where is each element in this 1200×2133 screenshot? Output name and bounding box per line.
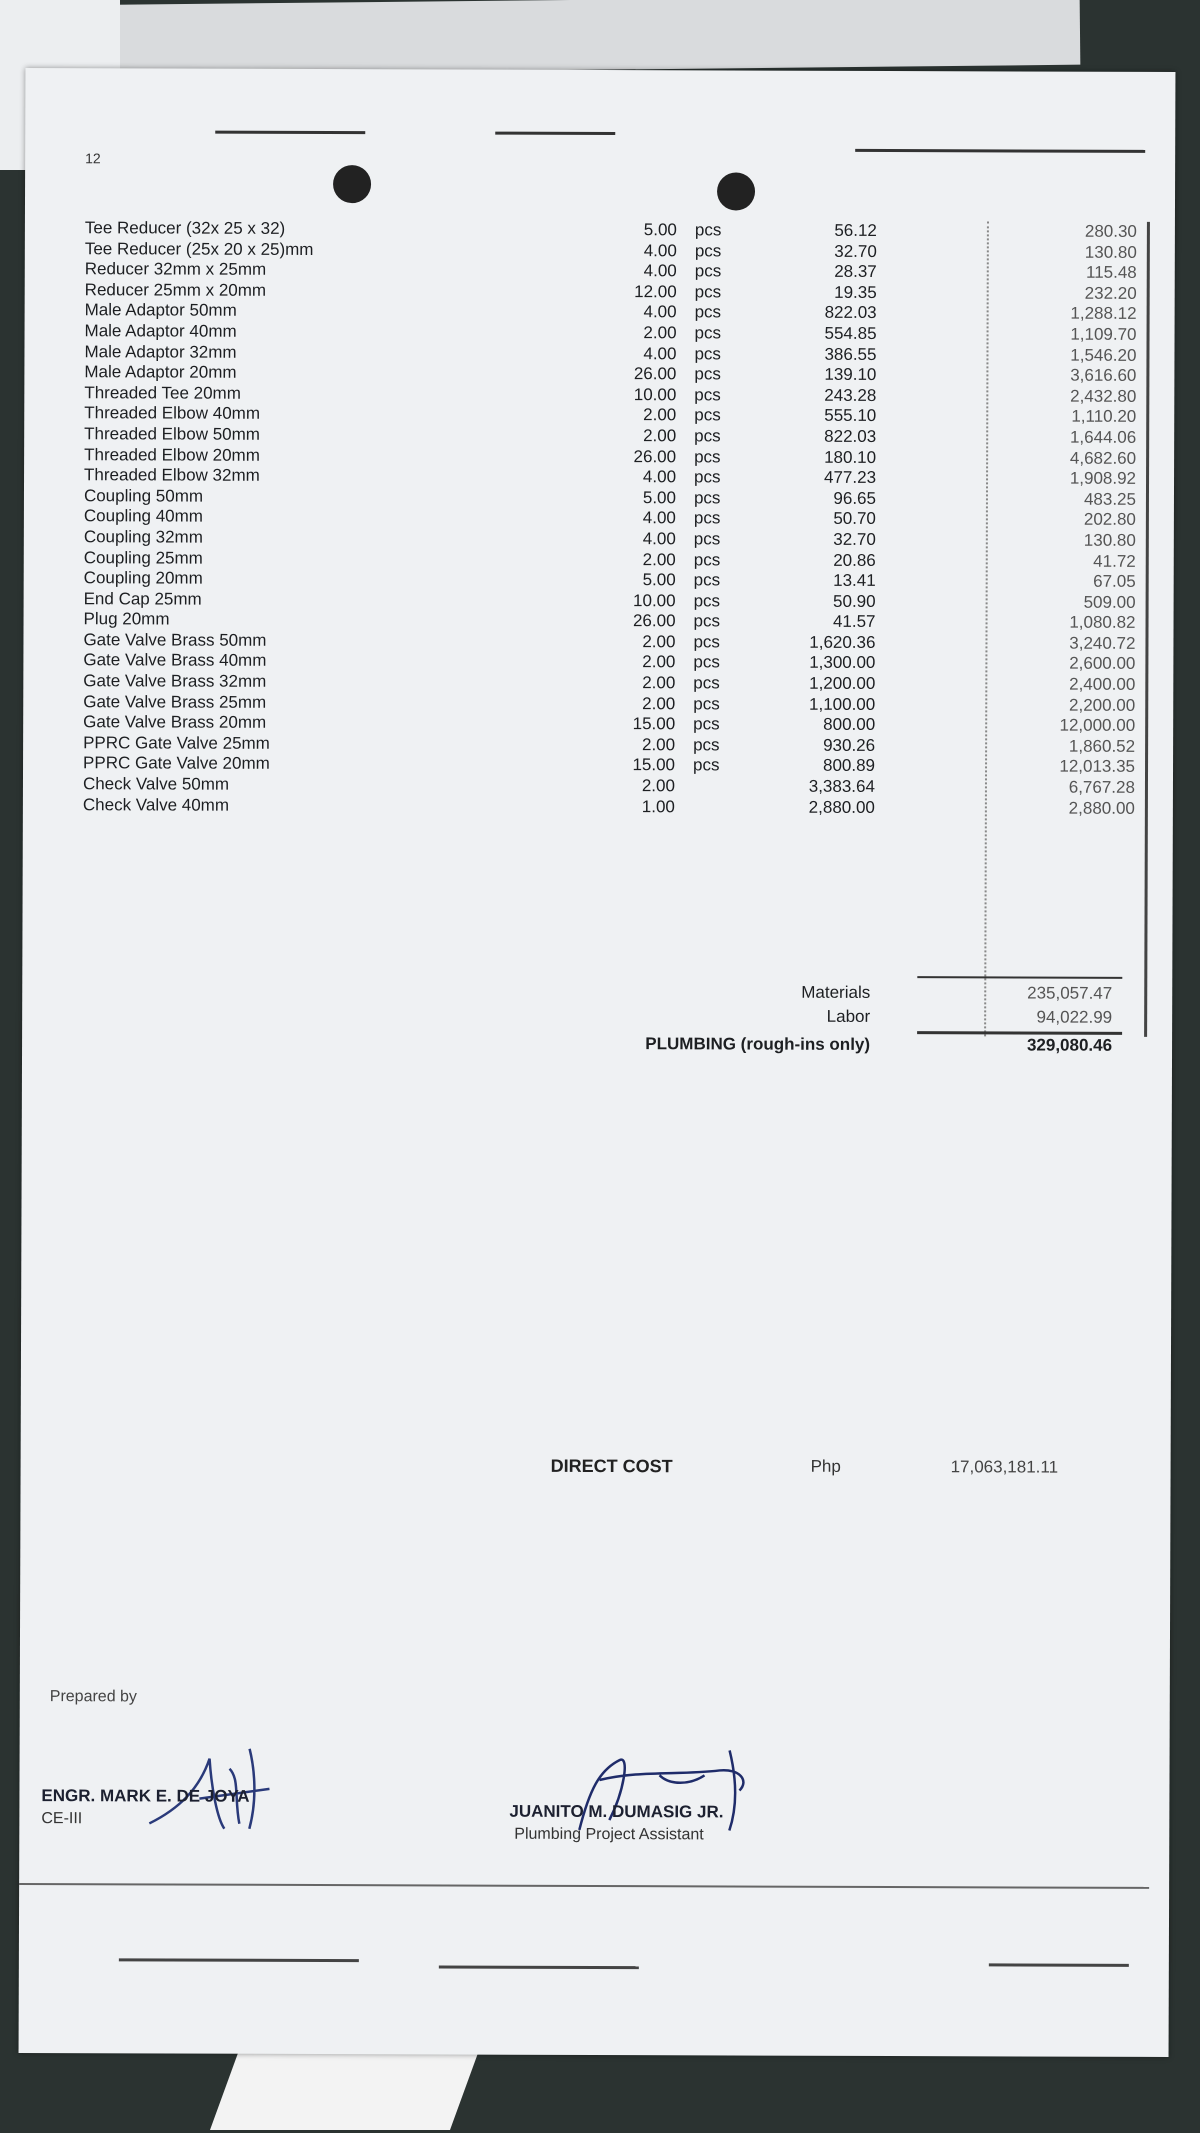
item-unit: pcs	[694, 220, 722, 240]
item-unit: pcs	[693, 570, 721, 590]
item-quantity: 26.00	[633, 446, 677, 466]
materials-label: Materials	[801, 982, 871, 1002]
item-amount: 509.00	[1083, 592, 1136, 612]
item-unit: pcs	[693, 611, 721, 631]
item-quantity: 4.00	[642, 467, 677, 487]
item-unit: pcs	[693, 549, 721, 569]
co-signer-title: Plumbing Project Assistant	[514, 1825, 704, 1844]
item-description: Threaded Tee 20mm	[84, 382, 241, 403]
item-unit: pcs	[694, 426, 721, 446]
item-unit: pcs	[693, 735, 720, 755]
item-description: Gate Valve Brass 25mm	[83, 691, 267, 712]
item-quantity: 2.00	[641, 776, 675, 796]
item-unit: pcs	[694, 282, 722, 302]
item-description: Plug 20mm	[83, 609, 170, 629]
item-amount: 115.48	[1085, 262, 1137, 283]
item-description: Coupling 32mm	[83, 527, 203, 547]
item-amount: 130.80	[1084, 242, 1137, 262]
total-overline	[917, 1031, 1122, 1035]
item-unit: pcs	[693, 652, 720, 672]
direct-cost-label: DIRECT COST	[550, 1455, 673, 1477]
bottom-rule-mid	[439, 1965, 639, 1969]
item-unit: pcs	[694, 261, 722, 281]
item-description: PPRC Gate Valve 25mm	[83, 733, 270, 753]
prepared-by-label: Prepared by	[49, 1688, 137, 1706]
background-sheet	[60, 0, 1081, 75]
item-unit: pcs	[694, 302, 722, 322]
item-amount: 3,616.60	[1070, 365, 1137, 386]
item-unit-price: 20.86	[833, 550, 876, 570]
page-mark: 12	[85, 150, 101, 167]
item-unit-price: 32.70	[833, 529, 876, 549]
item-quantity: 2.00	[642, 632, 676, 652]
item-amount: 1,908.92	[1069, 468, 1137, 489]
item-quantity: 15.00	[632, 714, 676, 734]
item-unit: pcs	[693, 591, 721, 611]
item-amount: 41.72	[1093, 551, 1136, 571]
item-amount: 2,432.80	[1070, 386, 1137, 406]
item-quantity: 1.00	[641, 796, 675, 816]
item-unit-price: 800.89	[823, 756, 876, 776]
item-description: Check Valve 40mm	[82, 794, 230, 815]
plumbing-total-label: PLUMBING (rough-ins only)	[645, 1034, 871, 1054]
top-rule-mid	[495, 132, 615, 135]
preparer-title: CE-III	[41, 1810, 83, 1828]
item-unit: pcs	[693, 529, 721, 549]
item-amount: 67.05	[1093, 571, 1136, 591]
item-description: Gate Valve Brass 20mm	[83, 712, 267, 733]
item-unit-price: 822.03	[824, 426, 877, 446]
item-description: Threaded Elbow 50mm	[84, 424, 260, 444]
item-description: Coupling 25mm	[83, 547, 203, 568]
item-unit-price: 1,100.00	[809, 694, 876, 714]
item-description: Male Adaptor 20mm	[84, 362, 237, 382]
item-description: Threaded Elbow 32mm	[84, 465, 260, 485]
item-description: PPRC Gate Valve 20mm	[83, 753, 270, 774]
item-quantity: 2.00	[641, 734, 676, 755]
punch-hole-right	[717, 172, 755, 210]
item-amount: 3,240.72	[1069, 633, 1136, 653]
item-amount: 1,644.06	[1069, 427, 1137, 447]
item-unit-price: 1,300.00	[809, 653, 876, 673]
item-unit-price: 477.23	[824, 467, 877, 488]
item-quantity: 2.00	[642, 693, 676, 713]
item-quantity: 15.00	[632, 755, 676, 775]
item-unit-price: 243.28	[824, 385, 877, 405]
item-amount: 2,600.00	[1069, 654, 1136, 674]
item-description: Reducer 25mm x 20mm	[84, 279, 267, 300]
item-unit: pcs	[693, 673, 720, 693]
item-unit-price: 28.37	[834, 262, 877, 282]
item-quantity: 10.00	[633, 590, 676, 610]
item-amount: 6,767.28	[1068, 777, 1135, 797]
item-unit: pcs	[693, 714, 720, 734]
item-description: Reducer 32mm x 25mm	[84, 259, 267, 280]
item-unit: pcs	[694, 405, 721, 425]
item-unit-price: 386.55	[824, 344, 877, 364]
item-unit: pcs	[694, 364, 721, 384]
item-unit: pcs	[694, 446, 721, 466]
item-unit-price: 139.10	[824, 364, 877, 385]
item-description: Tee Reducer (32x 25 x 32)	[84, 218, 286, 238]
item-row	[45, 795, 1145, 819]
item-amount: 130.80	[1083, 530, 1136, 550]
item-description: Male Adaptor 50mm	[84, 300, 237, 321]
item-description: Threaded Elbow 20mm	[84, 444, 260, 465]
item-unit: pcs	[693, 632, 720, 652]
direct-cost-currency: Php	[810, 1456, 841, 1476]
materials-underline	[917, 976, 1122, 979]
item-unit-price: 32.70	[834, 241, 877, 261]
item-description: Male Adaptor 32mm	[84, 341, 237, 362]
item-description: Tee Reducer (25x 20 x 25)mm	[84, 238, 314, 259]
preparer-name: ENGR. MARK E. DE JOYA	[41, 1786, 250, 1806]
plumbing-total-value: 329,080.46	[1026, 1035, 1113, 1055]
item-description: Gate Valve Brass 40mm	[83, 650, 267, 671]
item-quantity: 4.00	[643, 302, 677, 322]
item-unit: pcs	[693, 488, 721, 508]
item-quantity: 5.00	[642, 487, 677, 507]
item-amount: 2,200.00	[1069, 695, 1136, 715]
item-amount: 2,880.00	[1068, 798, 1135, 818]
item-amount: 1,288.12	[1070, 304, 1137, 324]
item-unit-price: 13.41	[833, 570, 876, 591]
item-amount: 12,000.00	[1059, 715, 1136, 736]
item-unit-price: 56.12	[834, 220, 877, 240]
co-signer-name: JUANITO M. DUMASIG JR.	[509, 1801, 724, 1822]
item-amount: 1,860.52	[1068, 736, 1136, 756]
item-quantity: 5.00	[643, 220, 677, 240]
labor-label: Labor	[826, 1006, 871, 1026]
item-description: Gate Valve Brass 32mm	[83, 671, 267, 691]
item-description: Check Valve 50mm	[82, 774, 230, 794]
item-unit-price: 822.03	[824, 303, 877, 323]
item-quantity: 4.00	[643, 261, 677, 281]
item-amount: 483.25	[1083, 489, 1137, 509]
item-unit-price: 180.10	[824, 447, 877, 467]
item-unit-price: 50.70	[833, 509, 876, 529]
item-unit: pcs	[694, 343, 721, 363]
item-quantity: 2.00	[642, 673, 676, 693]
item-description: Coupling 20mm	[83, 568, 203, 588]
item-quantity: 12.00	[634, 281, 677, 302]
item-quantity: 4.00	[643, 240, 677, 260]
item-quantity: 2.00	[643, 323, 677, 343]
item-unit-price: 554.85	[824, 323, 877, 343]
item-unit-price: 41.57	[832, 612, 876, 632]
item-amount: 4,682.60	[1069, 448, 1137, 468]
item-description: Threaded Elbow 40mm	[84, 403, 261, 424]
item-description: Coupling 50mm	[83, 485, 204, 506]
item-unit: pcs	[693, 508, 721, 528]
item-description: Male Adaptor 40mm	[84, 321, 237, 341]
item-amount: 280.30	[1084, 221, 1137, 241]
item-quantity: 26.00	[632, 611, 676, 631]
direct-cost-value: 17,063,181.11	[950, 1457, 1059, 1477]
item-unit: pcs	[694, 240, 722, 261]
item-amount: 202.80	[1083, 510, 1136, 530]
footer-rule	[19, 1883, 1149, 1889]
item-quantity: 4.00	[642, 529, 676, 549]
item-unit: pcs	[694, 467, 721, 487]
materials-value: 235,057.47	[1027, 983, 1113, 1003]
item-quantity: 2.00	[642, 652, 676, 672]
item-unit-price: 555.10	[824, 406, 877, 426]
item-amount: 1,110.20	[1071, 406, 1137, 427]
item-quantity: 2.00	[642, 549, 676, 569]
item-unit-price: 3,383.64	[808, 776, 875, 796]
item-quantity: 2.00	[643, 426, 677, 446]
item-quantity: 5.00	[642, 570, 676, 590]
estimate-page	[19, 68, 1176, 2057]
item-unit-price: 96.65	[833, 488, 877, 508]
item-amount: 232.20	[1084, 283, 1137, 303]
item-unit-price: 930.26	[823, 735, 876, 755]
items-table	[45, 218, 1147, 819]
item-unit-price: 1,620.36	[809, 632, 876, 652]
item-amount: 12,013.35	[1059, 757, 1136, 777]
labor-value: 94,022.99	[1036, 1007, 1113, 1027]
item-amount: 1,109.70	[1070, 324, 1137, 344]
item-unit-price: 2,880.00	[808, 797, 875, 817]
bottom-rule-right	[989, 1963, 1129, 1966]
item-amount: 1,080.82	[1069, 612, 1136, 633]
item-unit-price: 19.35	[834, 282, 877, 302]
item-quantity: 26.00	[633, 364, 677, 384]
bottom-rule-left	[119, 1958, 359, 1962]
item-unit-price: 50.90	[833, 591, 876, 611]
item-unit-price: 1,200.00	[809, 673, 876, 694]
item-unit: pcs	[694, 385, 721, 405]
item-amount: 1,546.20	[1070, 345, 1137, 365]
item-quantity: 4.00	[643, 343, 677, 363]
item-unit-price: 800.00	[823, 715, 876, 735]
item-quantity: 10.00	[633, 384, 677, 405]
item-unit: pcs	[693, 755, 720, 775]
item-unit: pcs	[694, 323, 722, 343]
item-description: Gate Valve Brass 50mm	[83, 630, 267, 650]
top-rule-left	[215, 131, 365, 135]
item-description: Coupling 40mm	[83, 506, 203, 526]
item-quantity: 2.00	[643, 405, 677, 425]
punch-hole-left	[333, 165, 371, 203]
item-description: End Cap 25mm	[83, 588, 202, 609]
item-quantity: 4.00	[642, 508, 676, 528]
top-rule-right	[855, 149, 1145, 153]
item-amount: 2,400.00	[1069, 674, 1136, 694]
item-unit: pcs	[693, 693, 720, 714]
